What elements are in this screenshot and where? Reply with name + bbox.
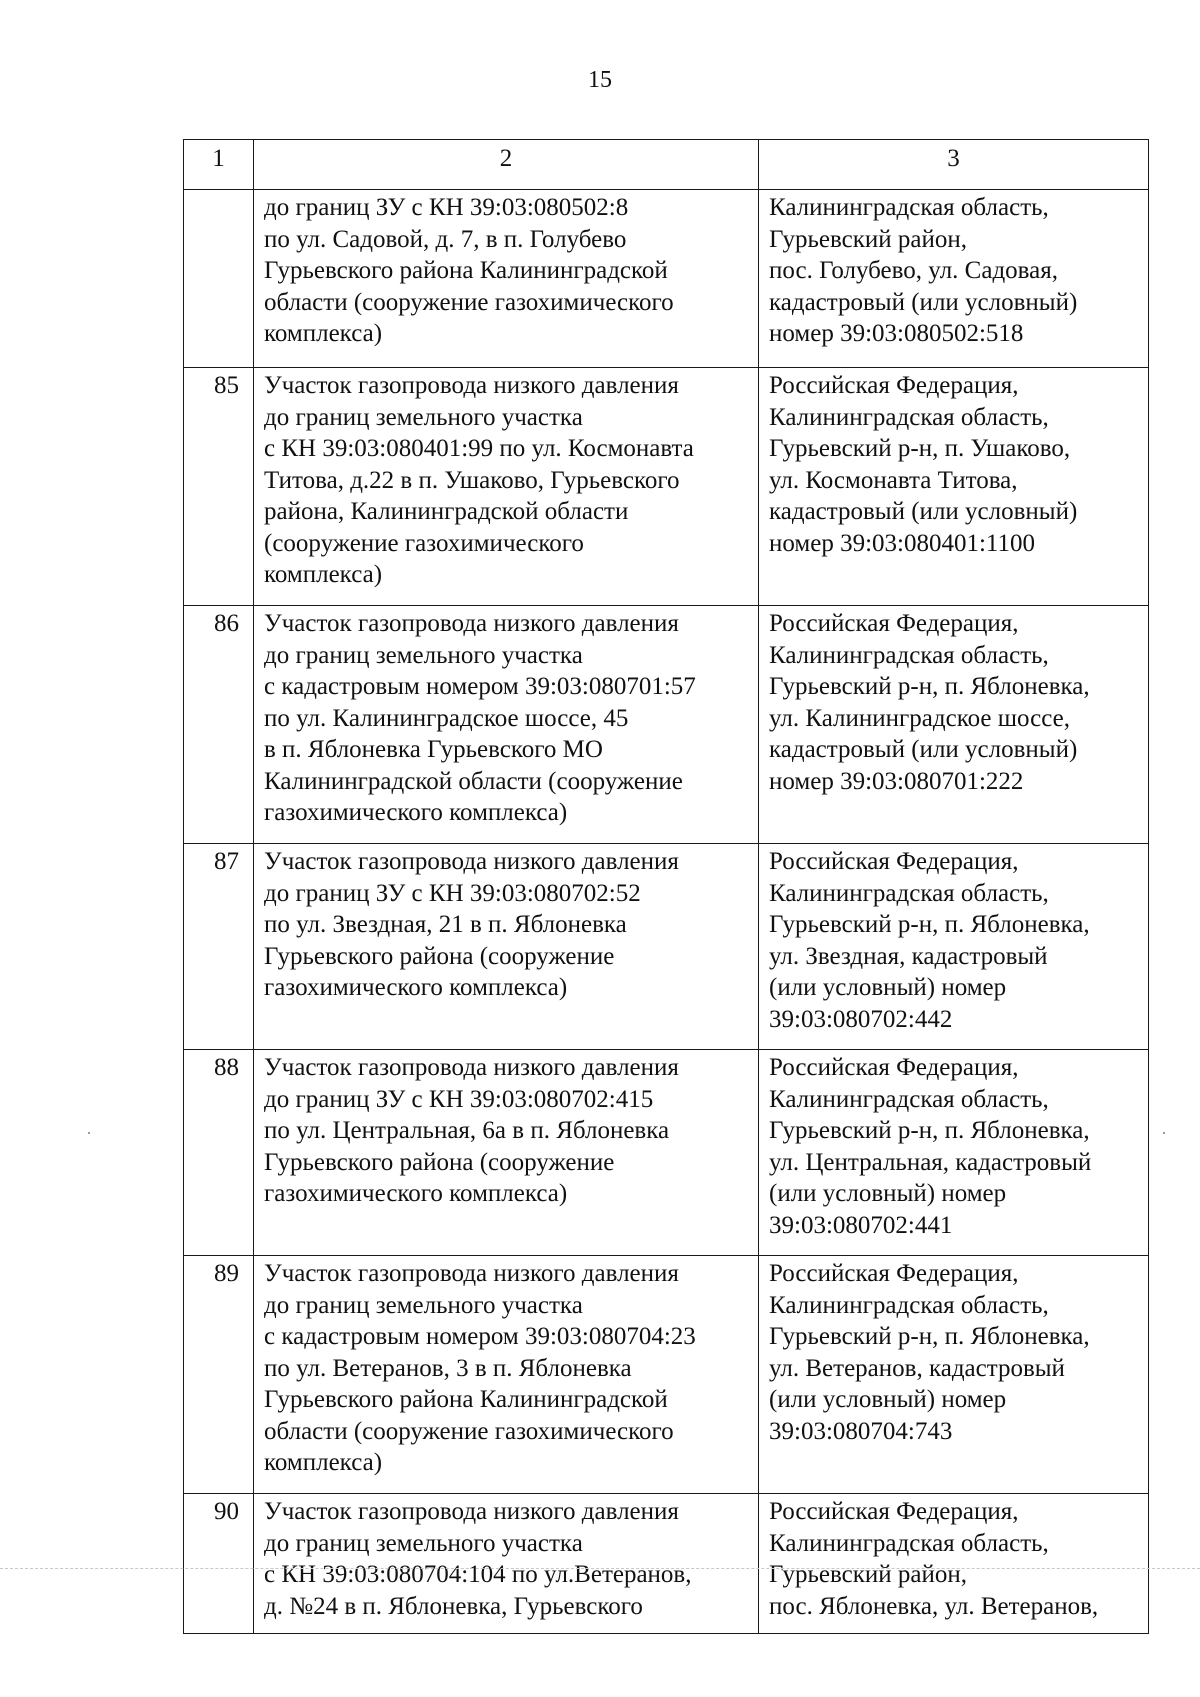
object-description: Участок газопровода низкого давления до границ земельного участка с КН 39:03:080401:99 по ул. Космонавта Титова, д.22 в п. Ушаково, Гурьевского района, Калининградской области (сооружение газохимического комплекса)	[254, 368, 759, 606]
table-row	[184, 368, 1149, 606]
column-header-3: 3	[759, 140, 1149, 190]
object-address: Российская Федерация, Калининградская область, Гурьевский р-н, п. Яблоневка, ул. Центральная, кадастровый (или условный) номер 39:03:080702:441	[759, 1050, 1149, 1256]
table-row	[184, 1050, 1149, 1256]
scan-artifact-line	[0, 1568, 1200, 1569]
registry-table	[183, 139, 1149, 1634]
object-description: до границ ЗУ с КН 39:03:080502:8 по ул. Садовой, д. 7, в п. Голубево Гурьевского района Калининградской области (сооружение газохимического комплекса)	[254, 190, 759, 368]
row-number: 85	[184, 368, 254, 606]
page-number: 15	[588, 67, 612, 93]
object-address: Российская Федерация, Калининградская область, Гурьевский район, пос. Яблоневка, ул. Ветеранов,	[759, 1494, 1149, 1634]
column-header-2: 2	[254, 140, 759, 190]
object-address: Калининградская область, Гурьевский район, пос. Голубево, ул. Садовая, кадастровый (или условный) номер 39:03:080502:518	[759, 190, 1149, 368]
object-description: Участок газопровода низкого давления до границ земельного участка с кадастровым номером 39:03:080704:23 по ул. Ветеранов, 3 в п. Яблоневка Гурьевского района Калининградской области (сооружение газохимического комплекса)	[254, 1256, 759, 1494]
table-row	[184, 190, 1149, 368]
object-address: Российская Федерация, Калининградская область, Гурьевский р-н, п. Яблоневка, ул. Ветеранов, кадастровый (или условный) номер 39:03:080704:743	[759, 1256, 1149, 1494]
scan-artifact-dot	[88, 1132, 90, 1134]
table-row	[184, 1256, 1149, 1494]
object-description: Участок газопровода низкого давления до границ земельного участка с КН 39:03:080704:104 по ул.Ветеранов, д. №24 в п. Яблоневка, Гурьевского	[254, 1494, 759, 1634]
object-description: Участок газопровода низкого давления до границ земельного участка с кадастровым номером 39:03:080701:57 по ул. Калининградское шоссе, 45 в п. Яблоневка Гурьевского МО Калининградской области (сооружение газохимического комплекса)	[254, 606, 759, 844]
column-header-1: 1	[184, 140, 254, 190]
row-number	[184, 190, 254, 368]
object-address: Российская Федерация, Калининградская область, Гурьевский р-н, п. Ушаково, ул. Космонавта Титова, кадастровый (или условный) номер 39:03:080401:1100	[759, 368, 1149, 606]
object-description: Участок газопровода низкого давления до границ ЗУ с КН 39:03:080702:415 по ул. Центральная, 6а в п. Яблоневка Гурьевского района (сооружение газохимического комплекса)	[254, 1050, 759, 1256]
table-row	[184, 844, 1149, 1050]
row-number: 90	[184, 1494, 254, 1634]
row-number: 86	[184, 606, 254, 844]
row-number: 89	[184, 1256, 254, 1494]
scan-artifact-dot	[1163, 1132, 1165, 1134]
row-number: 88	[184, 1050, 254, 1256]
object-address: Российская Федерация, Калининградская область, Гурьевский р-н, п. Яблоневка, ул. Калининградское шоссе, кадастровый (или условный) номер 39:03:080701:222	[759, 606, 1149, 844]
table-header-row	[184, 140, 1149, 190]
table-row	[184, 1494, 1149, 1634]
object-description: Участок газопровода низкого давления до границ ЗУ с КН 39:03:080702:52 по ул. Звездная, 21 в п. Яблоневка Гурьевского района (сооружение газохимического комплекса)	[254, 844, 759, 1050]
table-row	[184, 606, 1149, 844]
row-number: 87	[184, 844, 254, 1050]
object-address: Российская Федерация, Калининградская область, Гурьевский р-н, п. Яблоневка, ул. Звездная, кадастровый (или условный) номер 39:03:080702:442	[759, 844, 1149, 1050]
